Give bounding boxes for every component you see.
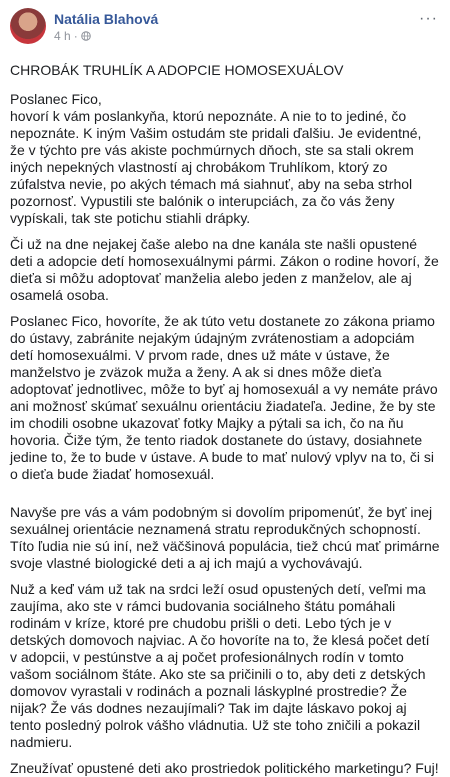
post-headline: CHROBÁK TRUHLÍK A ADOPCIE HOMOSEXUÁLOV — [10, 62, 344, 78]
post-paragraph: Nuž a keď vám už tak na srdci leží osud opustených detí, veľmi ma zaujíma, ako ste v rámci budovania sociálneho štátu pomáhali rodinám v kríze, ktoré pre chudobu prišli o deti. Lebo tých je v detských domovoch najviac. A čo hovoríte na to, že klesá počet detí v adopcii, v pestúnstve a aj počet profesionálnych rodín v tomto vašom sociálnom štáte. Ako ste sa pričinili o to, aby deti z detských domovov vyrastali v rodinách a poznali láskyplné prostredie? Že nijak? Že vás dodnes nezaujímali? Tak im dajte láskavo pokoj aj tento posledný polrok vášho vládnutia. Už ste toho zničili a pokazil nadmieru. — [10, 581, 430, 750]
post-time[interactable]: 4 h — [54, 29, 71, 43]
post-header — [10, 8, 440, 52]
post-paragraph: Poslanec Fico, hovoríte, že ak túto vetu dostanete zo zákona priamo do ústavy, zabránite nejakým údajným zvrátenostiam a adopciám detí homosexuálmi. V prvom rade, dnes už máte v ústave, že manželstvo je zväzok muža a ženy. A ak si dnes môže dieťa adoptovať jednotlivec, môže to byť aj homosexuál a vy nemáte právo ani možnosť skúmať sexuálnu orientáciu žiadateľa. Jedine, že by ste im chodili osobne ukazovať fotky Majky a pýtali sa ich, čo na ňu hovoria. Čiže tým, že tento riadok dostanete do ústavy, dosiahnete jedine to, že to bude v ústave. A bude to mať nulový vplyv na to, či si o dieťa bude žiadať homosexuál. — [10, 313, 438, 482]
globe-icon — [81, 31, 91, 41]
post-content — [10, 62, 440, 777]
post-meta — [54, 28, 158, 44]
post-paragraph: Zneužívať opustené deti ako prostriedok politického marketingu? Fuj! — [10, 760, 439, 776]
post-paragraph: Navyše pre vás a vám podobným si dovolím pripomenúť, že byť inej sexuálnej orientácie neznamená stratu reprodukčných schopností. Títo ľudia nie sú iní, než väčšinová populácia, tiež chcú mať primárne svoje vlastné biologické deti a aj ich majú a vychovávajú. — [10, 504, 440, 571]
meta-separator: · — [73, 29, 78, 43]
post-paragraph: Poslanec Fico, hovorí k vám poslankyňa, ktorú nepoznáte. A nie to to jediné, čo nepoznáte. K iným Vašim ostudám ste pridali ďalšiu. Je evidentné, že v týchto pre vás akiste pochmúrnych dňoch, ste sa stali okrem iných nepekných vlastností aj chrobákom Truhlíkom, ktorý zo zúfalstva nevie, po akých témach má siahnuť, aby na seba strhol pozornosť. Vypustili ste balónik o interupciách, za čo vás ženy vypískali, tak ste potichu stiahli drápky. — [10, 91, 422, 226]
author-avatar[interactable] — [10, 8, 46, 44]
post-paragraph: Či už na dne nejakej čaše alebo na dne kanála ste našli opustené deti a adopcie detí homosexuálnymi pármi. Zákon o rodine hovorí, že dieťa si môžu adoptovať manželia alebo jeden z manželov, ale aj osamelá osoba. — [10, 236, 439, 303]
author-block — [54, 8, 158, 44]
author-name[interactable]: Natália Blahová — [54, 11, 159, 27]
more-options-icon[interactable]: ··· — [419, 10, 438, 27]
paragraph-gap — [10, 492, 440, 504]
